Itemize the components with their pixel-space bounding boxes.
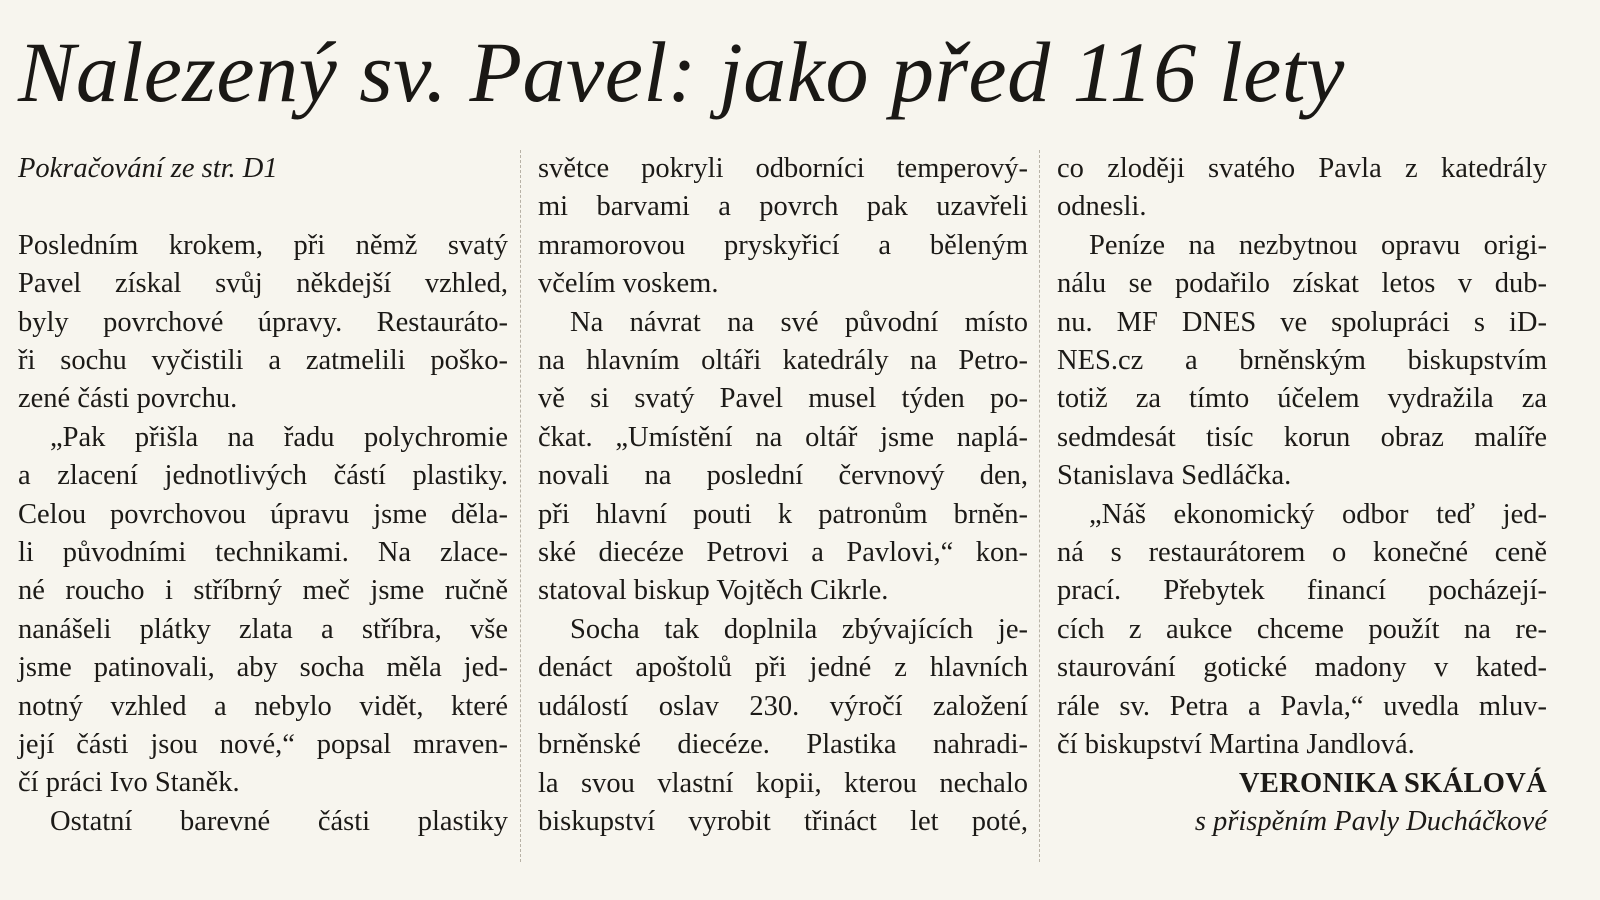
text-line: zené části povrchu. [18,383,238,415]
text-line: jsme patinovali, aby socha měla jed- [18,652,508,684]
text-line: Celou povrchovou úpravu jsme děla- [18,498,508,530]
text-line: cích z aukce chceme použít na re- [1057,613,1547,645]
text-line: novali na poslední červnový den, [538,460,1028,492]
text-line: né roucho i stříbrný meč jsme ručně [18,575,508,607]
text-line: li původními technikami. Na zlace- [18,537,508,569]
text-line: brněnské diecéze. Plastika nahradi- [538,729,1028,761]
text-line: událostí oslav 230. výročí založení [538,690,1028,722]
continuation-note: Pokračování ze str. D1 [18,153,278,184]
text-line: Peníze na nezbytnou opravu origi- [1089,229,1547,261]
headline: Nalezený sv. Pavel: jako před 116 lety [18,24,1345,120]
author-credit: s přispěním Pavly Ducháčkové [1194,805,1547,837]
text-line: odnesli. [1057,191,1147,223]
text-line: čkat. „Umístění na oltář jsme naplá- [538,421,1028,453]
text-line: Stanislava Sedláčka. [1057,460,1292,492]
text-line: při hlavní pouti k patronům brněn- [538,498,1028,530]
column-divider [1039,150,1040,862]
text-line: biskupství vyrobit třináct let poté, [538,805,1028,837]
text-line: Socha tak doplnila zbývajících je- [570,613,1028,645]
article-column-2 [538,150,1028,841]
text-line: totiž za tímto účelem vydražila za [1057,383,1547,415]
text-line: Posledním krokem, při němž svatý [18,229,508,261]
text-line: její části jsou nové,“ popsal mraven- [18,729,508,761]
text-line: ské diecéze Petrovi a Pavlovi,“ kon- [538,537,1028,569]
text-line: mramorovou pryskyřicí a běleným [538,229,1028,261]
text-line: byly povrchové úpravy. Restauráto- [18,306,508,338]
author-byline: VERONIKA SKÁLOVÁ [1238,767,1547,799]
text-line: Ostatní barevné části plastiky [50,805,508,837]
text-line: ná s restaurátorem o konečné ceně [1057,537,1547,569]
text-line: a zlacení jednotlivých částí plastiky. [18,460,508,492]
text-line: „Pak přišla na řadu polychromie [50,421,508,453]
article-column-1 [18,150,508,841]
text-line: čí biskupství Martina Jandlová. [1057,729,1415,761]
text-line: včelím voskem. [538,268,719,300]
text-line: la svou vlastní kopii, kterou nechalo [538,767,1028,799]
column-divider [520,150,521,862]
text-line: sedmdesát tisíc korun obraz malíře [1057,421,1547,453]
text-line: nálu se podařilo získat letos v dub- [1057,268,1547,300]
text-line: Na návrat na své původní místo [570,306,1028,338]
text-line: denáct apoštolů při jedné z hlavních [538,652,1028,684]
text-line: mi barvami a povrch pak uzavřeli [538,191,1028,223]
text-line: čí práci Ivo Staněk. [18,767,240,799]
text-line: „Náš ekonomický odbor teď jed- [1089,498,1547,530]
text-line: vě si svatý Pavel musel týden po- [538,383,1028,415]
article-column-3 [1057,150,1547,841]
text-line: staurování gotické madony v kated- [1057,652,1547,684]
text-line: NES.cz a brněnským biskupstvím [1057,345,1547,377]
text-line: prací. Přebytek financí pocházejí- [1057,575,1547,607]
text-line: na hlavním oltáři katedrály na Petro- [538,345,1028,377]
text-line: nu. MF DNES ve spolupráci s iD- [1057,306,1547,338]
text-line: nanášeli plátky zlata a stříbra, vše [18,613,508,645]
text-line: statoval biskup Vojtěch Cikrle. [538,575,889,607]
text-line: Pavel získal svůj někdejší vzhled, [18,268,508,300]
text-line: co zloději svatého Pavla z katedrály [1057,153,1547,184]
text-line: notný vzhled a nebylo vidět, které [18,690,508,722]
text-line: rále sv. Petra a Pavla,“ uvedla mluv- [1057,690,1547,722]
text-line: ři sochu vyčistili a zatmelili poško- [18,345,508,377]
text-line: světce pokryli odborníci temperový- [538,153,1028,184]
